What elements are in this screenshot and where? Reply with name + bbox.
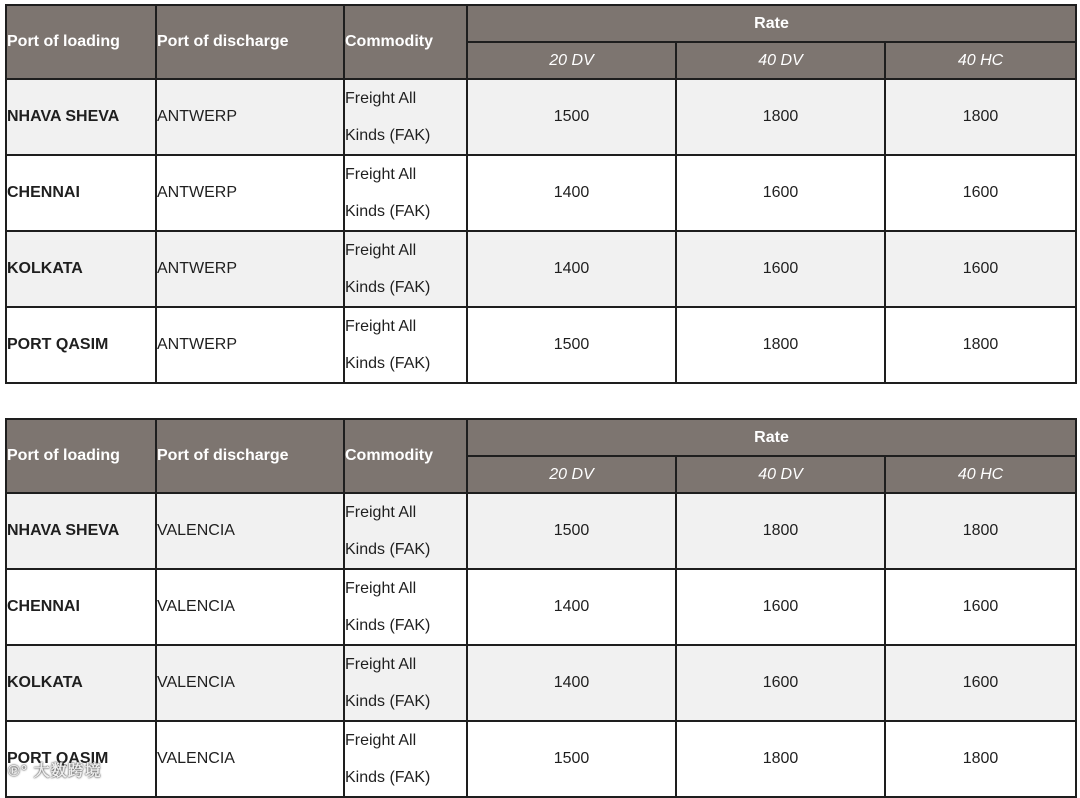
port-of-discharge-cell: VALENCIA <box>156 569 344 645</box>
header-port-of-discharge: Port of discharge <box>156 5 344 79</box>
header-40dv: 40 DV <box>676 42 885 79</box>
commodity-cell <box>344 569 467 645</box>
header-40hc: 40 HC <box>885 42 1076 79</box>
rate-table-valencia <box>5 418 1077 798</box>
rate-40hc-cell: 1800 <box>885 79 1076 155</box>
rate-40hc-cell: 1800 <box>885 721 1076 797</box>
rate-40hc-cell: 1600 <box>885 645 1076 721</box>
table-row <box>6 231 1076 307</box>
commodity-line-2: Kinds (FAK) <box>345 617 431 634</box>
header-commodity: Commodity <box>344 5 467 79</box>
port-of-discharge-cell: VALENCIA <box>156 645 344 721</box>
port-of-loading-cell: NHAVA SHEVA <box>6 493 156 569</box>
port-of-loading-cell: PORT QASIM <box>6 721 156 797</box>
watermark-logo-icon: ℗° <box>8 763 29 780</box>
commodity-line-2: Kinds (FAK) <box>345 541 431 558</box>
commodity-line-1: Freight All <box>345 580 417 597</box>
rate-40hc-cell: 1600 <box>885 155 1076 231</box>
commodity-cell <box>344 721 467 797</box>
rate-40dv-cell: 1800 <box>676 721 885 797</box>
rate-20dv-cell: 1500 <box>467 493 676 569</box>
table-row <box>6 645 1076 721</box>
header-20dv: 20 DV <box>467 42 676 79</box>
commodity-line-1: Freight All <box>345 166 417 183</box>
rate-40hc-cell: 1600 <box>885 569 1076 645</box>
table-row <box>6 493 1076 569</box>
commodity-cell <box>344 231 467 307</box>
table-row <box>6 721 1076 797</box>
rate-20dv-cell: 1500 <box>467 307 676 383</box>
port-of-discharge-cell: ANTWERP <box>156 79 344 155</box>
header-rate: Rate <box>467 419 1076 456</box>
header-port-of-loading: Port of loading <box>6 419 156 493</box>
header-port-of-discharge: Port of discharge <box>156 419 344 493</box>
commodity-line-2: Kinds (FAK) <box>345 203 431 220</box>
rate-40hc-cell: 1800 <box>885 307 1076 383</box>
commodity-line-1: Freight All <box>345 242 417 259</box>
rate-table-antwerp <box>5 4 1077 384</box>
port-of-discharge-cell: ANTWERP <box>156 155 344 231</box>
port-of-loading-cell: CHENNAI <box>6 155 156 231</box>
commodity-cell <box>344 493 467 569</box>
header-40dv: 40 DV <box>676 456 885 493</box>
header-port-of-loading: Port of loading <box>6 5 156 79</box>
rate-40dv-cell: 1800 <box>676 307 885 383</box>
table-row <box>6 155 1076 231</box>
watermark <box>8 758 102 781</box>
commodity-line-1: Freight All <box>345 90 417 107</box>
rate-20dv-cell: 1400 <box>467 645 676 721</box>
table-row <box>6 307 1076 383</box>
commodity-line-1: Freight All <box>345 732 417 749</box>
rate-40dv-cell: 1600 <box>676 645 885 721</box>
rate-20dv-cell: 1400 <box>467 569 676 645</box>
commodity-line-1: Freight All <box>345 318 417 335</box>
rate-40dv-cell: 1800 <box>676 493 885 569</box>
port-of-loading-cell: CHENNAI <box>6 569 156 645</box>
commodity-cell <box>344 155 467 231</box>
table-row <box>6 79 1076 155</box>
rate-20dv-cell: 1500 <box>467 79 676 155</box>
watermark-text: 大数跨境 <box>33 763 102 780</box>
commodity-line-2: Kinds (FAK) <box>345 769 431 786</box>
port-of-loading-cell: NHAVA SHEVA <box>6 79 156 155</box>
rate-20dv-cell: 1400 <box>467 155 676 231</box>
rate-40hc-cell: 1600 <box>885 231 1076 307</box>
commodity-cell <box>344 307 467 383</box>
commodity-cell <box>344 645 467 721</box>
rate-40hc-cell: 1800 <box>885 493 1076 569</box>
commodity-line-2: Kinds (FAK) <box>345 127 431 144</box>
commodity-line-2: Kinds (FAK) <box>345 693 431 710</box>
rate-20dv-cell: 1400 <box>467 231 676 307</box>
header-commodity: Commodity <box>344 419 467 493</box>
port-of-loading-cell: KOLKATA <box>6 645 156 721</box>
port-of-discharge-cell: ANTWERP <box>156 231 344 307</box>
header-20dv: 20 DV <box>467 456 676 493</box>
rate-40dv-cell: 1600 <box>676 569 885 645</box>
rate-40dv-cell: 1600 <box>676 155 885 231</box>
commodity-line-1: Freight All <box>345 504 417 521</box>
table-row <box>6 569 1076 645</box>
header-40hc: 40 HC <box>885 456 1076 493</box>
commodity-cell <box>344 79 467 155</box>
port-of-discharge-cell: VALENCIA <box>156 493 344 569</box>
rate-20dv-cell: 1500 <box>467 721 676 797</box>
port-of-loading-cell: PORT QASIM <box>6 307 156 383</box>
commodity-line-2: Kinds (FAK) <box>345 279 431 296</box>
port-of-discharge-cell: ANTWERP <box>156 307 344 383</box>
port-of-loading-cell: KOLKATA <box>6 231 156 307</box>
commodity-line-2: Kinds (FAK) <box>345 355 431 372</box>
commodity-line-1: Freight All <box>345 656 417 673</box>
rate-40dv-cell: 1800 <box>676 79 885 155</box>
port-of-discharge-cell: VALENCIA <box>156 721 344 797</box>
rate-40dv-cell: 1600 <box>676 231 885 307</box>
header-rate: Rate <box>467 5 1076 42</box>
